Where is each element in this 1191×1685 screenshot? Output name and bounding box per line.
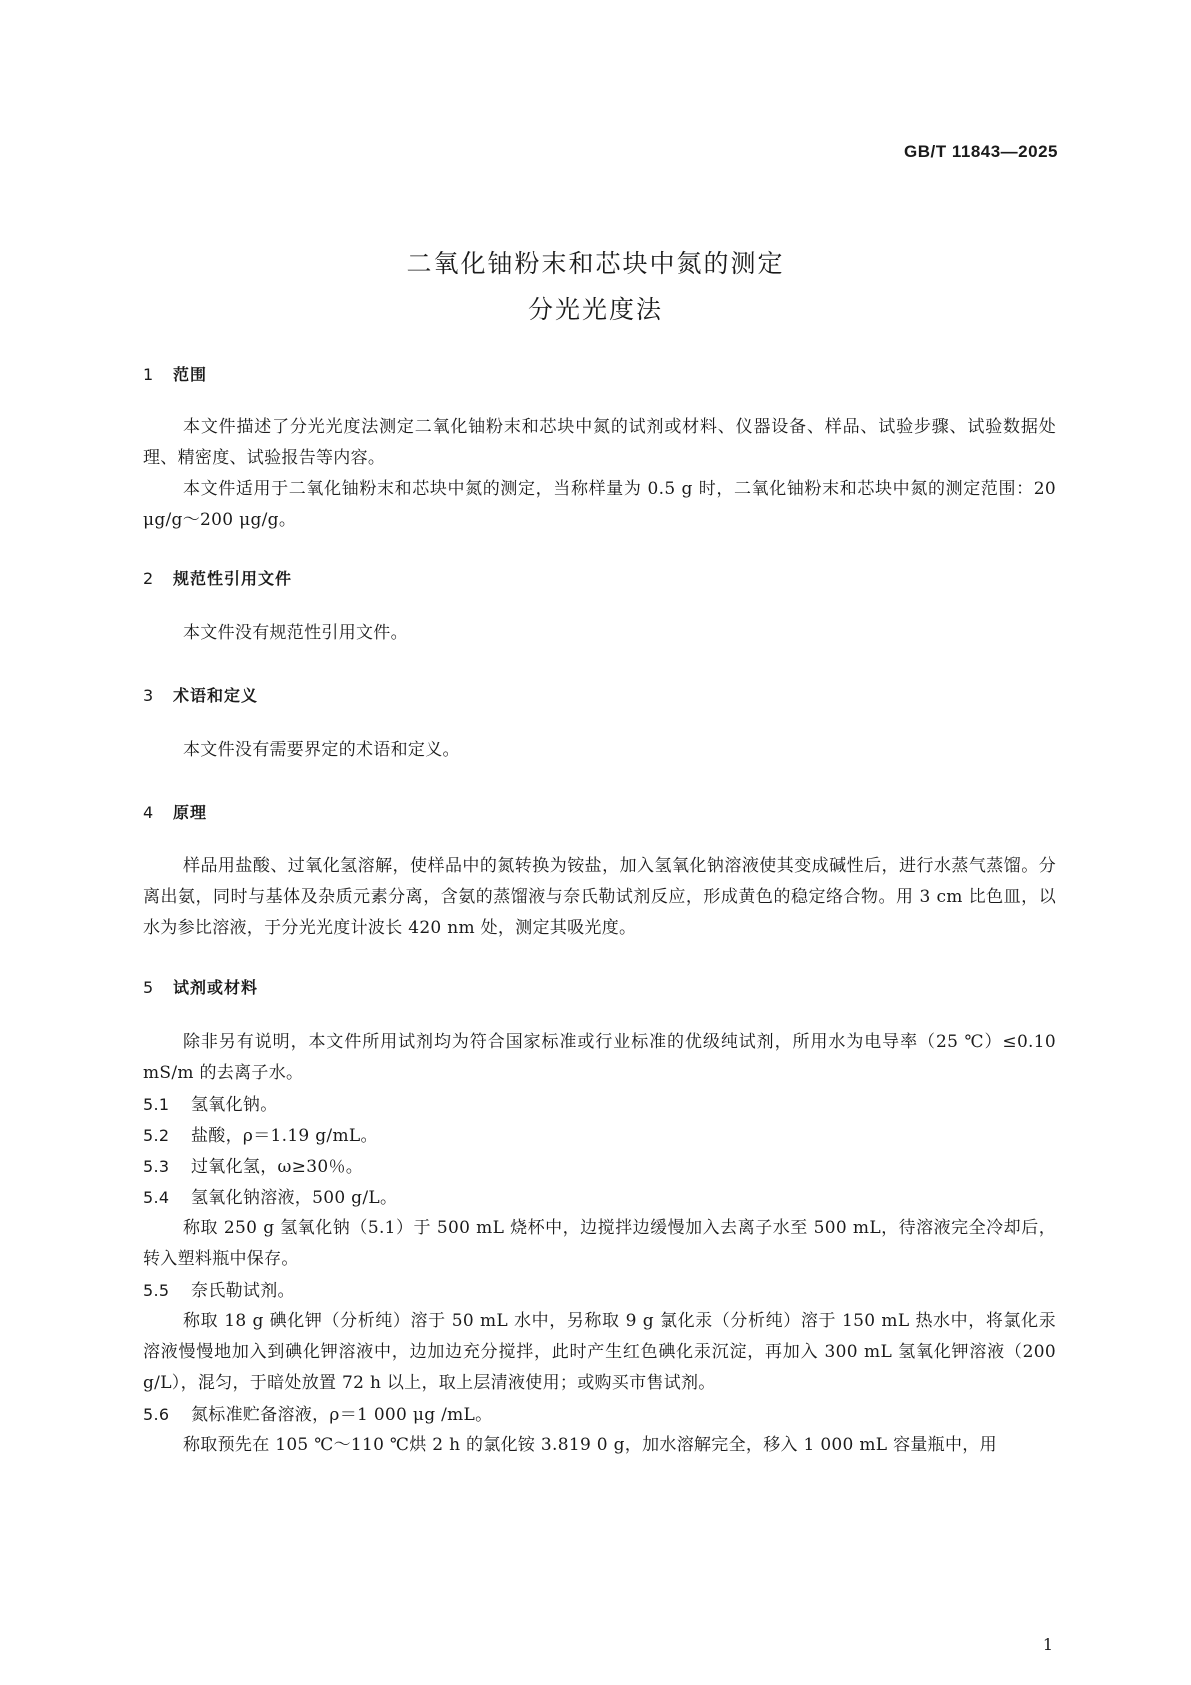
paragraph: 本文件没有需要界定的术语和定义。 (183, 740, 460, 760)
subclause-text: 氮标准贮备溶液，ρ＝1 000 μg /mL。 (191, 1405, 493, 1425)
section-number: 4 (143, 803, 155, 822)
paragraph: 本文件描述了分光光度法测定二氧化铀粉末和芯块中氮的试剂或材料、仪器设备、样品、试验步骤、试验数据处理、精密度、试验报告等内容。 (143, 417, 1056, 468)
subclause-5-3 (143, 1151, 363, 1183)
subclause-5-1 (143, 1089, 278, 1121)
section-number: 5 (143, 978, 155, 997)
subclause-number: 5.6 (143, 1405, 170, 1424)
section-heading-3 (143, 683, 258, 706)
subclause-5-6 (143, 1399, 492, 1431)
paragraph: 除非另有说明，本文件所用试剂均为符合国家标准或行业标准的优级纯试剂，所用水为电导率（25 ℃）≤0.10 mS/m 的去离子水。 (143, 1032, 1056, 1083)
section-title: 术语和定义 (173, 686, 259, 705)
paragraph: 本文件适用于二氧化铀粉末和芯块中氮的测定，当称样量为 0.5 g 时，二氧化铀粉末和芯块中氮的测定范围：20 μg/g～200 μg/g。 (143, 479, 1056, 530)
subclause-number: 5.5 (143, 1281, 170, 1300)
subclause-5-2 (143, 1120, 378, 1152)
section-title: 试剂或材料 (173, 978, 259, 997)
paragraph: 本文件没有规范性引用文件。 (183, 623, 408, 643)
section-number: 3 (143, 686, 155, 705)
section-title: 范围 (173, 365, 208, 384)
section-number: 1 (143, 365, 155, 384)
subclause-number: 5.3 (143, 1157, 170, 1176)
document-title: 二氧化铀粉末和芯块中氮的测定 (406, 249, 785, 278)
document-subtitle: 分光光度法 (527, 295, 663, 324)
subclause-5-4 (143, 1182, 397, 1214)
subclause-text: 过氧化氢，ω≥30％。 (191, 1157, 364, 1177)
section-heading-2 (143, 566, 292, 589)
paragraph: 称取 250 g 氢氧化钠（5.1）于 500 mL 烧杯中，边搅拌边缓慢加入去离子水至 500 mL，待溶液完全冷却后，转入塑料瓶中保存。 (143, 1218, 1056, 1269)
section-title: 原理 (173, 803, 208, 822)
subclause-text: 氢氧化钠。 (191, 1095, 278, 1115)
section-heading-1 (143, 362, 207, 385)
subclause-number: 5.1 (143, 1095, 170, 1114)
section-heading-5 (143, 975, 258, 998)
page-number: 1 (1042, 1635, 1053, 1654)
section-heading-4 (143, 800, 207, 823)
paragraph: 称取 18 g 碘化钾（分析纯）溶于 50 mL 水中，另称取 9 g 氯化汞（分析纯）溶于 150 mL 热水中，将氯化汞溶液慢慢地加入到碘化钾溶液中，边加边充分搅拌，此时产生红色碘化汞沉淀，再加入 300 mL 氢氧化钾溶液（200 g/L），混匀，于暗处放置 72 h 以上，取上层清液使用；或购买市售试剂。 (143, 1311, 1056, 1393)
subclause-number: 5.2 (143, 1126, 170, 1145)
subclause-text: 氢氧化钠溶液，500 g/L。 (191, 1188, 398, 1208)
subclause-5-5 (143, 1275, 295, 1307)
subclause-text: 盐酸，ρ＝1.19 g/mL。 (191, 1126, 378, 1146)
subclause-text: 奈氏勒试剂。 (191, 1281, 295, 1301)
section-title: 规范性引用文件 (173, 569, 293, 588)
paragraph: 称取预先在 105 ℃～110 ℃烘 2 h 的氯化铵 3.819 0 g，加水溶解完全，移入 1 000 mL 容量瓶中，用 (183, 1435, 997, 1455)
paragraph: 样品用盐酸、过氧化氢溶解，使样品中的氮转换为铵盐，加入氢氧化钠溶液使其变成碱性后，进行水蒸气蒸馏。分离出氨，同时与基体及杂质元素分离，含氨的蒸馏液与奈氏勒试剂反应，形成黄色的稳定络合物。用 3 cm 比色皿，以水为参比溶液，于分光光度计波长 420 nm 处，测定其吸光度。 (143, 856, 1056, 938)
section-number: 2 (143, 569, 155, 588)
subclause-number: 5.4 (143, 1188, 170, 1207)
standard-code: GB/T 11843—2025 (904, 142, 1058, 161)
